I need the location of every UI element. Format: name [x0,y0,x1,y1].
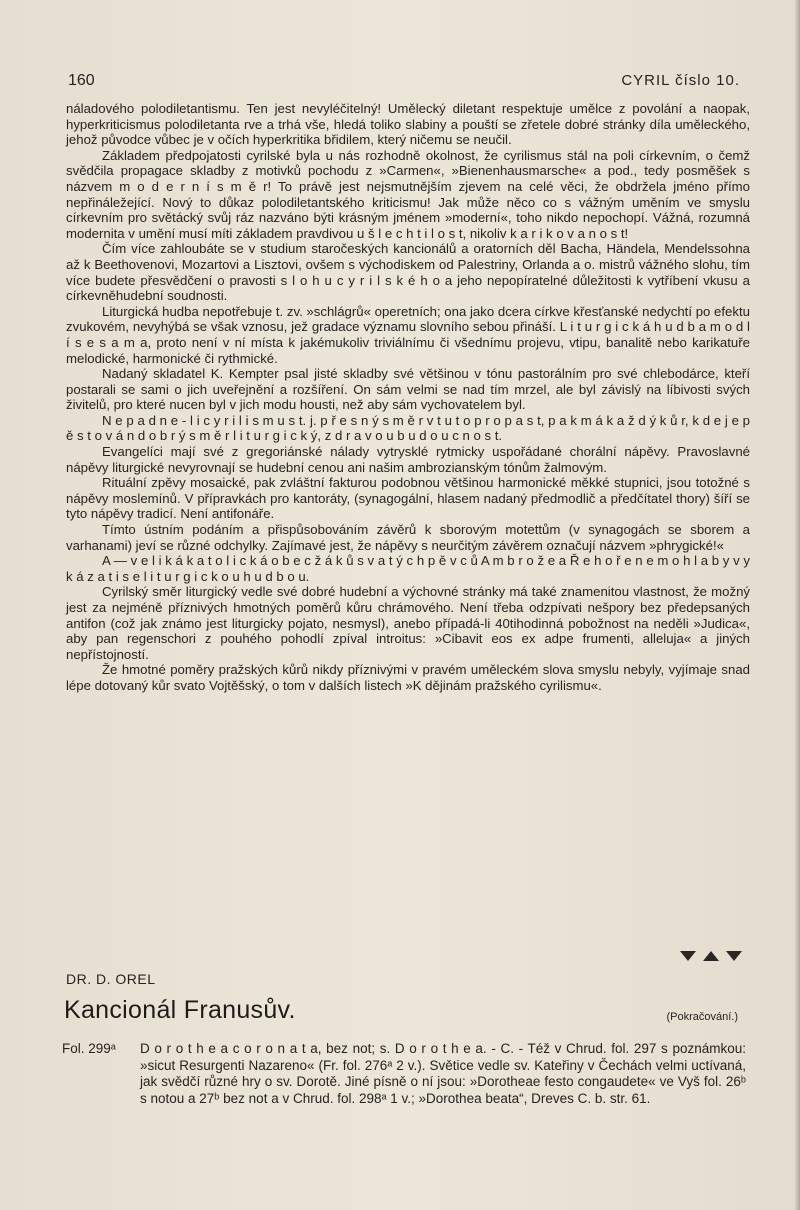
entry-folio-label: Fol. 299ᵃ [62,1041,116,1056]
paragraph-7: Evangelíci mají své z gregoriánské nálady vytrysklé rytmicky uspořádané chorální nápěvy. Pravoslavné nápěvy liturgické nevyrovnají se hudební cenou ani našim ambrozianským tónům žalmovým. [66,444,750,475]
article-body [66,101,750,694]
article-author: DR. D. OREL [66,971,156,987]
continued-note: (Pokračování.) [666,1011,738,1023]
paragraph-8: Rituální zpěvy mosaické, pak zvláštní fakturou podobnou většinou harmonické měkké stupnici, jsou totožné s nápěvy moslemínů. V přípravkách pro kantoráty, (synagogální, hlasem nadaný předmodlič a předčítatel thory) šíří se tyto nápěvy tradicí. Není antifonáře. [66,475,750,522]
paragraph-6: N e p a d n e - l i c y r i l i s m u s t. j. p ř e s n ý s m ě r v t u t o p r o p a s t, p a k m á k a ž d ý k ů r, k d e j e p ě s t o v á n d o b r ý s m ě r l i t u r g i c k ý, z d r a v o u b u d o u c n o s t. [66,412,750,444]
paragraph-10: A — v e l i k á k a t o l i c k á o b e c ž á k ů s v a t ý c h p ě v c ů A m b r o ž e a Ř e h o ř e n e m o h l a b y v y k á z a t i s e l i t u r g i c k o u h u d b o u. [66,553,750,584]
paragraph-3: Čím více zahloubáte se v studium staročeských kancionálů a oratorních děl Bacha, Händela, Mendelssohna až k Beethovenovi, Mozartovi a Lisztovi, ovšem s východiskem od Palestriny, Orlanda a o. mistrů vážného slohu, tím více budete přesvědčení o pravosti s l o h u c y r i l s k é h o a jeho nepopíratelné důležitosti k vytříbení vkusu a církevněhudební soudnosti. [66,241,750,304]
article-title: Kancionál Franusův. [64,996,296,1024]
paragraph-5: Nadaný skladatel K. Kempter psal jisté skladby své většinou v tónu pastorálním pro své chlebodárce, kteří postarali se sami o jich uveřejnění a rozšíření. On sám velmi se nad tím mrzel, ale byl závislý na líbivosti svých živitelů, pro které nucen byl v jich modu housti, než aby sám vychovatelem byl. [66,366,750,413]
page-number: 160 [68,72,95,89]
paragraph-11: Cyrilský směr liturgický vedle své dobré hudební a výchovné stránky má také znamenitou vlastnost, že možný jest za nejméně příznivých hmotných poměrů kůru chrámového. Není třeba odzpívati nešpory bez předepsaných antifon (což jak známo jest liturgicky pojato, nesmysl), anebo případá-li 40tihodinná pobožnost na neděli »Judica«, aby pan regenschori z pouhého pohodlí zpíval introitus: »Cibavit eos ex adpe frumenti, alleluja« a jiných nepřístojností. [66,584,750,662]
paragraph-2: Základem předpojatosti cyrilské byla u nás rozhodně okolnost, že cyrilismus stál na poli církevním, o čemž svědčila propagace skladby z motivků pochodu z »Carmen«, »Bienenhausmarsche« a pod., tedy posměšek s názvem m o d e r n í s m ě r! To právě jest nejsmutnějším zjevem na celé věci, že obdržela jméno přímo nepřináležející. Nový to důkaz polodiletantského kriticismu! Jak může něco co s vážným uměním ve smyslu církevním pro světácký svůj ráz nazváno býti krásným jménem »moderní«, toho nikdo nepochopí. Vážná, rozumná modernita v umění musí míti základem pravdivou u š l e c h t i l o s t, nikoliv k a r i k o v a n o s t! [66,147,750,241]
page-edge-shadow [794,0,800,1210]
paragraph-4: Liturgická hudba nepotřebuje t. zv. »schlágrů« operetních; ona jako dcera církve křesťanské nedychtí po efektu zvukovém, nevyhýbá se však vznosu, jež gradace významu slovního sebou přináší. L i t u r g i c k á h u d b a m o d l í s e s a m a, proto není v ní místa k jakémukoliv triviálnímu či všednímu projevu, vtipu, banalitě nebo karikatuře melodické, harmonické či rythmické. [66,303,750,366]
running-title: CYRIL číslo 10. [621,72,740,89]
paragraph-1: náladového polodiletantismu. Ten jest nevyléčitelný! Umělecký diletant respektuje umělce z povolání a naopak, hyperkriticismus polodiletanta rve a trhá vše, hledá toliko slabiny a pouští se zřetele dobré stránky díla uměleckého, jehož původce vůbec je v očích hyperkritika břidilem, který ničemu se neučil. [66,101,750,148]
page-header [68,72,740,96]
section-ornament-icon [680,949,742,963]
paragraph-12: Že hmotné poměry pražských kůrů nikdy příznivými v pravém uměleckém slova smyslu nebyly, vyjímaje snad lépe dotovaný kůr svato Vojtěšský, o tom v dalších listech »K dějinám pražského cyrilismu«. [66,662,750,693]
paragraph-9: Tímto ústním podáním a přispůsobováním závěrů k sborovým motettům (v synagogách se sborem a varhanami) jeví se různé odchylky. Zajímavé jest, že nápěvy s neurčitým závěrem označují názvem »phrygické!« [66,522,750,553]
entry-text: D o r o t h e a c o r o n a t a, bez not; s. D o r o t h e a. - C. - Též v Chrud. fol. 297 s poznámkou: »sicut Resurgenti Nazareno« (Fr. fol. 276ᵃ 2 v.). Světice vedle sv. Kateřiny v Čechách velmi uctívaná, jak svědčí různé hry o sv. Dorotě. Jiné písně o ní jsou: »Dorotheae festo congaudete« ve Vyš fol. 26ᵇ s notou a 27ᵇ bez not a v Chrud. fol. 298ᵃ 1 v.; »Dorothea beata“, Dreves C. b. str. 61. [140,1041,746,1106]
